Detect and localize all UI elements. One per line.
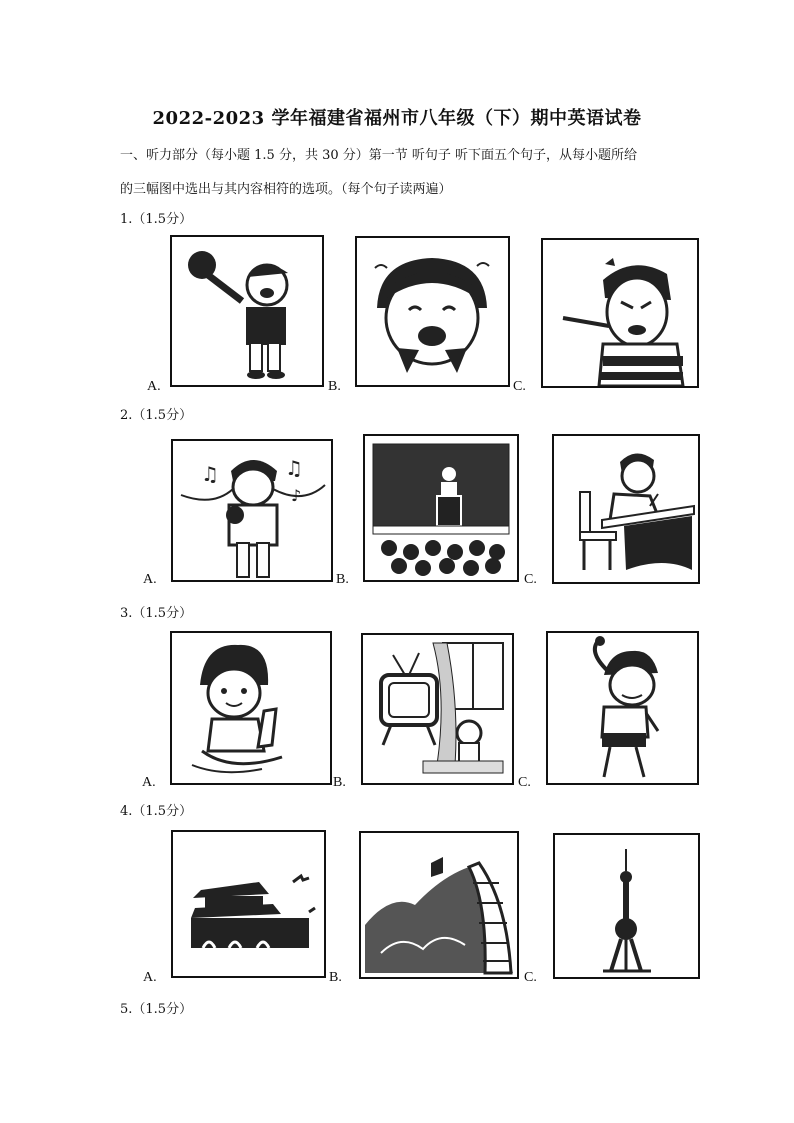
question-4-option-c-label: C.	[524, 970, 537, 985]
page-title: 2022-2023 学年福建省福州市八年级（下）期中英语试卷	[152, 108, 642, 129]
speech-stage-icon	[365, 436, 517, 580]
angry-boy-icon	[543, 240, 697, 386]
question-2-option-b-label: B.	[336, 572, 349, 587]
question-2-option-c-label: C.	[524, 572, 537, 587]
question-2-option-a-label: A.	[143, 572, 157, 587]
question-1-option-b-label: B.	[328, 379, 341, 394]
question-1-option-a-label: A.	[147, 379, 161, 394]
question-2-option-c-image[interactable]	[552, 434, 700, 584]
boy-watching-tv-icon	[363, 635, 512, 783]
svg-text:♫: ♫	[285, 456, 303, 480]
section-instructions-line2: 的三幅图中选出与其内容相符的选项。（每个句子读两遍）	[120, 182, 452, 197]
question-1-option-c-label: C.	[513, 379, 526, 394]
question-2-option-b-image[interactable]	[363, 434, 519, 582]
question-1-option-b-image[interactable]	[355, 236, 510, 387]
question-2-number: 2.（1.5分）	[120, 408, 193, 423]
svg-text:♪: ♪	[291, 486, 302, 505]
question-4-option-b-image[interactable]	[359, 831, 519, 979]
question-2-option-a-image[interactable]	[171, 439, 333, 582]
question-5-number: 5.（1.5分）	[120, 1002, 193, 1017]
great-wall-icon	[361, 833, 517, 977]
question-3-option-b-label: B.	[333, 775, 346, 790]
crying-boy-icon	[357, 238, 508, 385]
question-3-option-c-label: C.	[518, 775, 531, 790]
tiananmen-icon	[173, 832, 324, 976]
question-4-option-b-label: B.	[329, 970, 342, 985]
boy-stretching-icon	[548, 633, 697, 783]
question-1-option-a-image[interactable]	[170, 235, 324, 387]
question-3-option-c-image[interactable]	[546, 631, 699, 785]
question-4-option-a-label: A.	[143, 970, 157, 985]
question-3-option-a-label: A.	[142, 775, 156, 790]
section-instructions-line1: 一、听力部分（每小题 1.5 分，共 30 分）第一节 听句子 听下面五个句子，从每小题所给	[120, 148, 638, 163]
question-1-option-c-image[interactable]	[541, 238, 699, 388]
oriental-pearl-tower-icon	[555, 835, 698, 977]
question-4-option-c-image[interactable]	[553, 833, 700, 979]
question-3-option-a-image[interactable]	[170, 631, 332, 785]
cheering-boy-icon	[172, 237, 322, 385]
question-1-number: 1.（1.5分）	[120, 212, 193, 227]
question-3-number: 3.（1.5分）	[120, 606, 193, 621]
question-4-option-a-image[interactable]	[171, 830, 326, 978]
boy-laptop-icon	[172, 633, 330, 783]
question-4-number: 4.（1.5分）	[120, 804, 193, 819]
question-3-option-b-image[interactable]	[361, 633, 514, 785]
listening-music-boy-icon	[173, 441, 331, 580]
svg-text:♫: ♫	[201, 462, 219, 486]
boy-writing-desk-icon	[554, 436, 698, 582]
